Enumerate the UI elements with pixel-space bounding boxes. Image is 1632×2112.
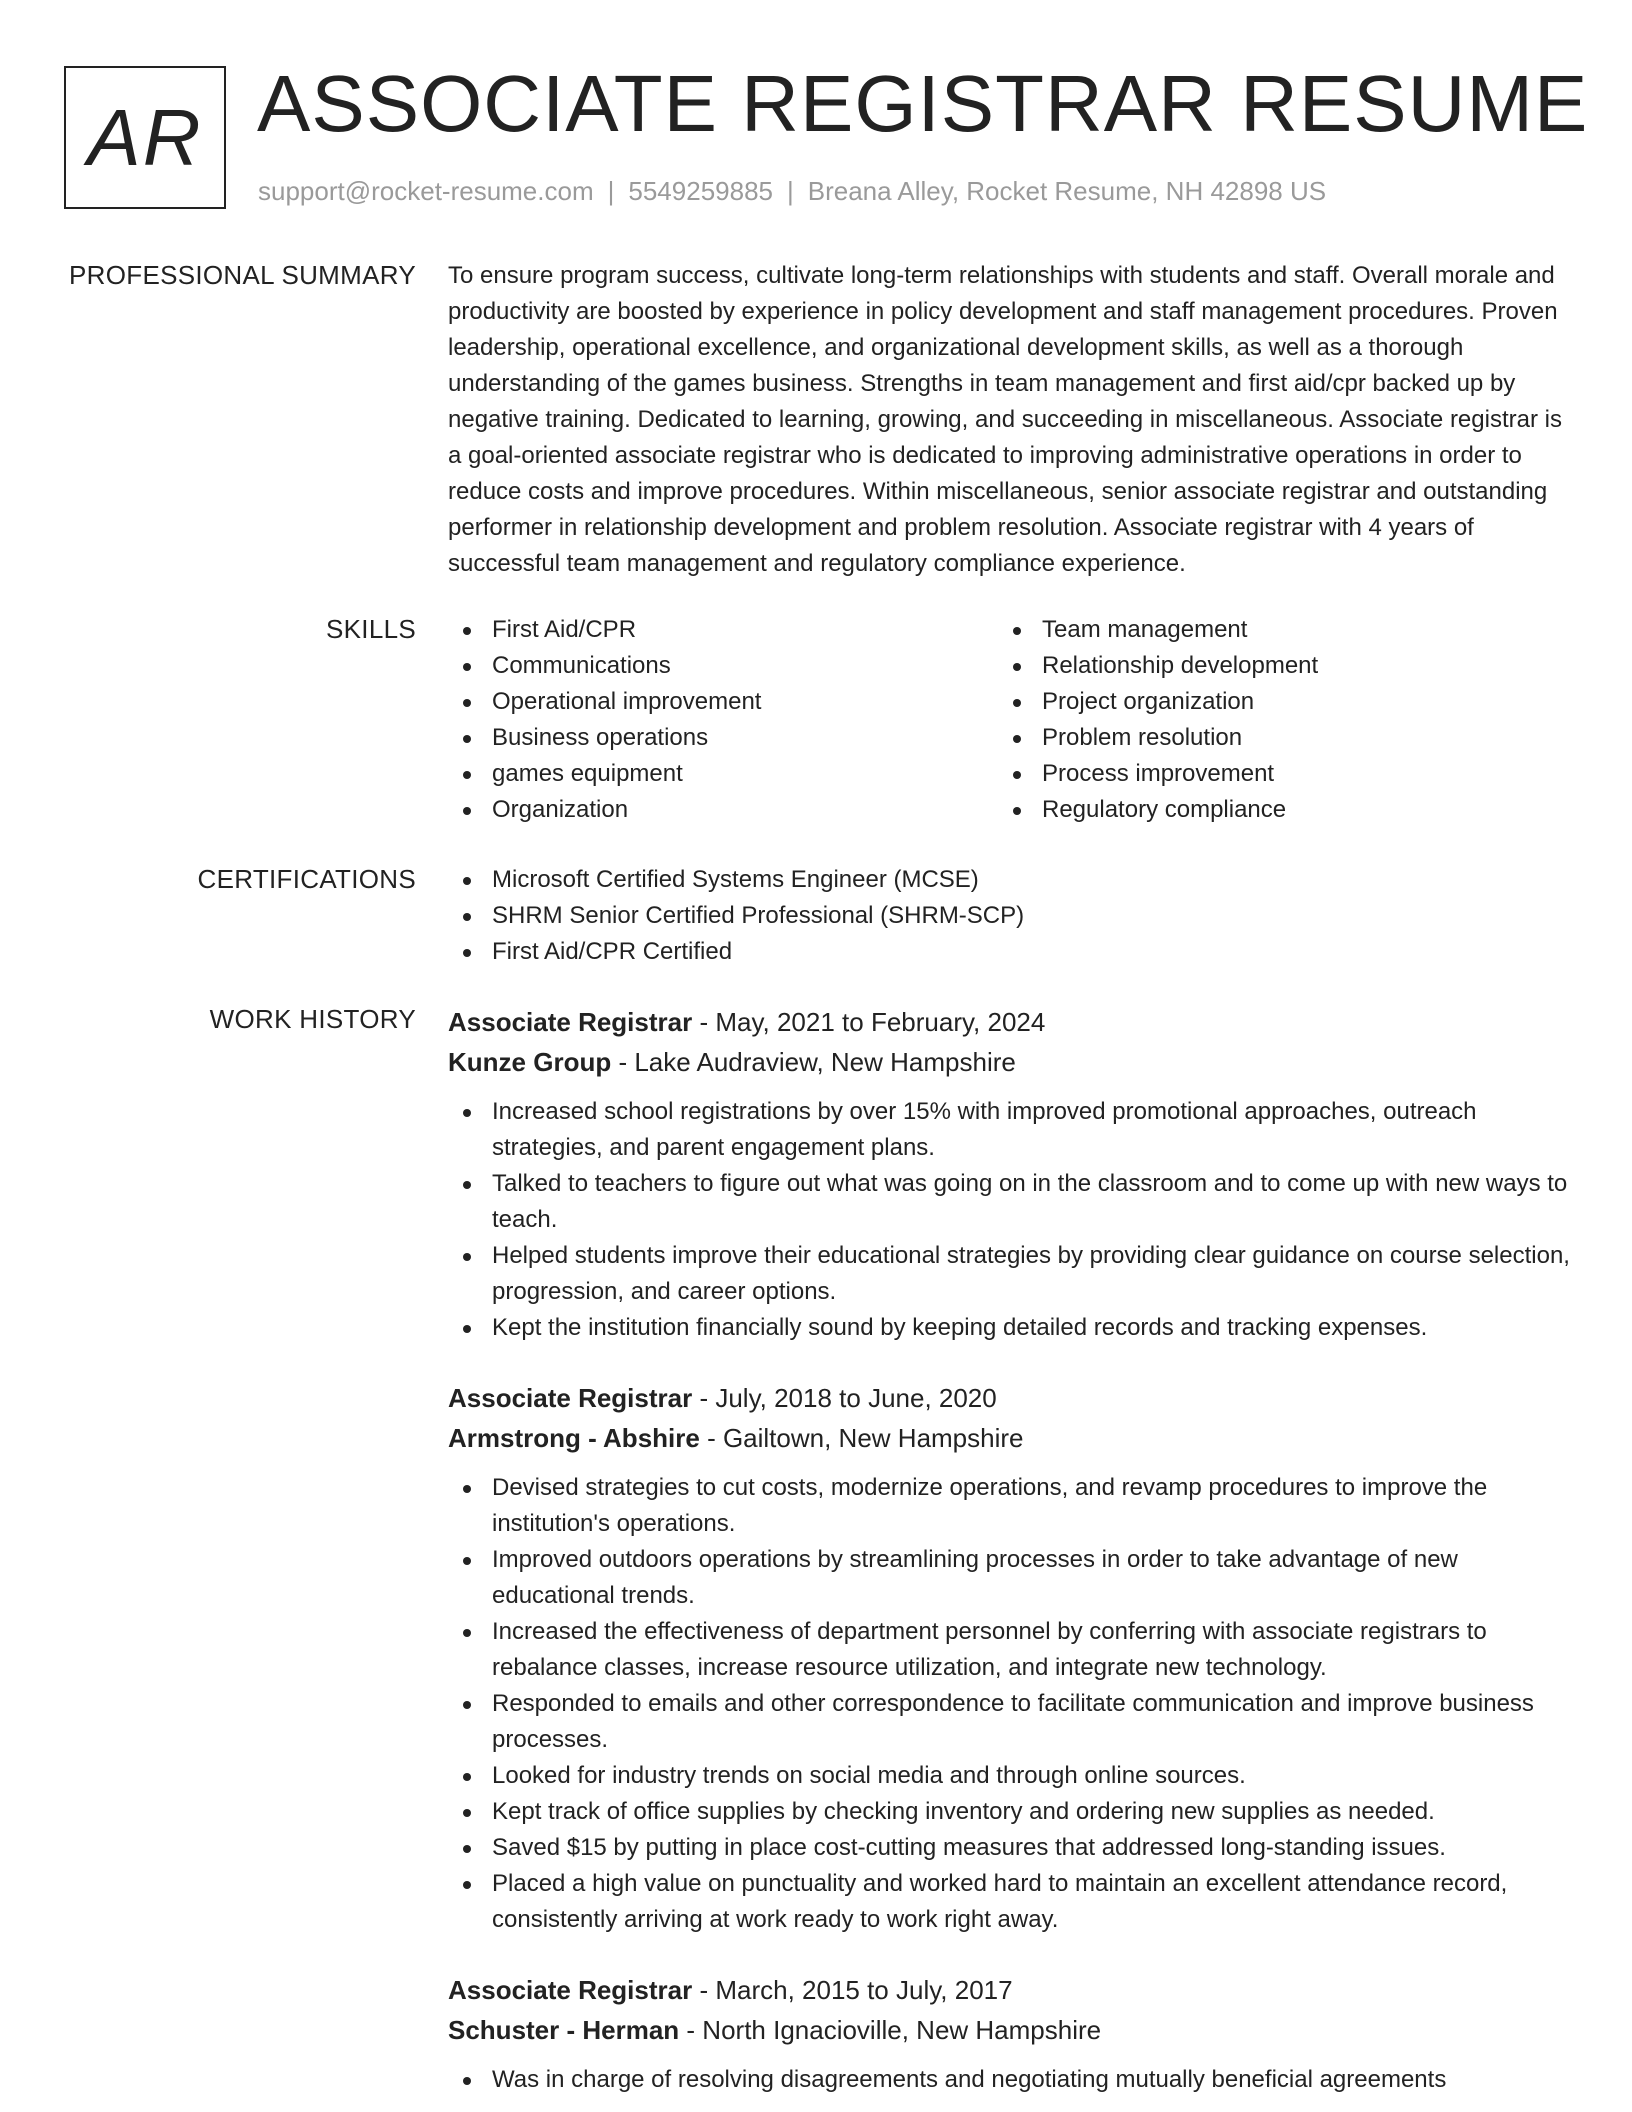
skill-item: games equipment — [448, 756, 998, 792]
job-entry — [448, 1970, 1572, 2098]
job-bullet: Devised strategies to cut costs, modernize operations, and revamp procedures to improve the institution's operations. — [448, 1470, 1572, 1542]
section-label-summary: PROFESSIONAL SUMMARY — [69, 260, 416, 290]
skills-grid — [448, 612, 1572, 828]
skill-item: Project organization — [998, 684, 1548, 720]
job-bullet: Increased school registrations by over 15% with improved promotional approaches, outreach strategies, and parent engagement plans. — [448, 1094, 1572, 1166]
job-title-line — [448, 1970, 1572, 2010]
job-title: Associate Registrar — [448, 1007, 693, 1037]
summary-text: To ensure program success, cultivate long-term relationships with students and staff. Overall morale and productivity are boosted by experience in policy development and staff management procedures. Proven leadership, operational excellence, and organizational development skills, as well as a thorough understanding of the games business. Strengths in team management and first aid/cpr backed up by negative training. Dedicated to learning, growing, and succeeding in miscellaneous. Associate registrar is a goal-oriented associate registrar who is dedicated to improving administrative operations in order to reduce costs and improve procedures. Within miscellaneous, senior associate registrar and outstanding performer in relationship development and problem resolution. Associate registrar with 4 years of successful team management and regulatory compliance experience. — [448, 262, 1562, 577]
job-location: - Gailtown, New Hampshire — [699, 1423, 1024, 1453]
skill-item: Business operations — [448, 720, 998, 756]
job-bullets — [448, 1470, 1572, 1938]
skill-item: Operational improvement — [448, 684, 998, 720]
skill-item: Communications — [448, 648, 998, 684]
job-company-line — [448, 2010, 1572, 2050]
job-bullet: Saved $15 by putting in place cost-cutting measures that addressed long-standing issues. — [448, 1830, 1572, 1866]
job-bullet: Placed a high value on punctuality and worked hard to maintain an excellent attendance record, consistently arriving at work ready to work right away. — [448, 1866, 1572, 1938]
page-title: ASSOCIATE REGISTRAR RESUME — [257, 59, 1589, 148]
job-bullet: Kept track of office supplies by checking inventory and ordering new supplies as needed. — [448, 1794, 1572, 1830]
job-company: Armstrong - Abshire — [448, 1423, 700, 1453]
skill-item: Process improvement — [998, 756, 1548, 792]
contact-separator: | — [607, 176, 615, 206]
job-bullet: Helped students improve their educational strategies by providing clear guidance on course selection, progression, and career options. — [448, 1238, 1572, 1310]
contact-line — [258, 176, 1326, 207]
contact-separator: | — [787, 176, 794, 206]
job-location: - North Ignacioville, New Hampshire — [679, 2015, 1102, 2045]
skill-item: Team management — [998, 612, 1548, 648]
skill-item: Organization — [448, 792, 998, 828]
job-title: Associate Registrar — [448, 1975, 693, 2005]
section-label-skills: SKILLS — [326, 614, 416, 644]
skill-item: Regulatory compliance — [998, 792, 1548, 828]
skill-item: First Aid/CPR — [448, 612, 998, 648]
job-bullet: Was in charge of resolving disagreements and negotiating mutually beneficial agreements — [448, 2062, 1572, 2098]
monogram-badge: AR — [64, 66, 226, 209]
job-bullet: Kept the institution financially sound by keeping detailed records and tracking expenses. — [448, 1310, 1572, 1346]
job-title-line — [448, 1378, 1572, 1418]
contact-address: Breana Alley, Rocket Resume, NH 42898 US — [807, 176, 1327, 206]
job-bullet: Talked to teachers to figure out what was going on in the classroom and to come up with new ways to teach. — [448, 1166, 1572, 1238]
certification-item: SHRM Senior Certified Professional (SHRM-SCP) — [448, 898, 1572, 934]
skills-list-left — [448, 612, 998, 828]
job-bullet: Responded to emails and other correspondence to facilitate communication and improve business processes. — [448, 1686, 1572, 1758]
job-location: - Lake Audraview, New Hampshire — [611, 1047, 1016, 1077]
job-dates: - July, 2018 to June, 2020 — [692, 1383, 997, 1413]
job-company-line — [448, 1418, 1572, 1458]
certification-item: First Aid/CPR Certified — [448, 934, 1572, 970]
job-bullet: Improved outdoors operations by streamlining processes in order to take advantage of new educational trends. — [448, 1542, 1572, 1614]
job-bullets — [448, 1094, 1572, 1346]
certification-item: Microsoft Certified Systems Engineer (MCSE) — [448, 862, 1572, 898]
section-label-work-history: WORK HISTORY — [209, 1004, 416, 1034]
job-title: Associate Registrar — [448, 1383, 693, 1413]
job-title-line — [448, 1002, 1572, 1042]
job-company-line — [448, 1042, 1572, 1082]
job-bullet: Increased the effectiveness of department personnel by conferring with associate registrars to rebalance classes, increase resource utilization, and integrate new technology. — [448, 1614, 1572, 1686]
certifications-list — [448, 862, 1572, 970]
section-label-certifications: CERTIFICATIONS — [197, 864, 416, 894]
job-entry — [448, 1002, 1572, 1346]
skill-item: Problem resolution — [998, 720, 1548, 756]
job-entry — [448, 1378, 1572, 1938]
job-dates: - May, 2021 to February, 2024 — [692, 1007, 1046, 1037]
work-history-body — [448, 1002, 1572, 2112]
skill-item: Relationship development — [998, 648, 1548, 684]
job-company: Kunze Group — [448, 1047, 612, 1077]
skills-list-right — [998, 612, 1548, 828]
contact-phone[interactable]: 5549259885 — [628, 176, 773, 206]
job-dates: - March, 2015 to July, 2017 — [692, 1975, 1013, 2005]
contact-email[interactable]: support@rocket-resume.com — [258, 176, 594, 206]
job-bullets — [448, 2062, 1572, 2098]
job-bullet: Looked for industry trends on social media and through online sources. — [448, 1758, 1572, 1794]
job-company: Schuster - Herman — [448, 2015, 680, 2045]
